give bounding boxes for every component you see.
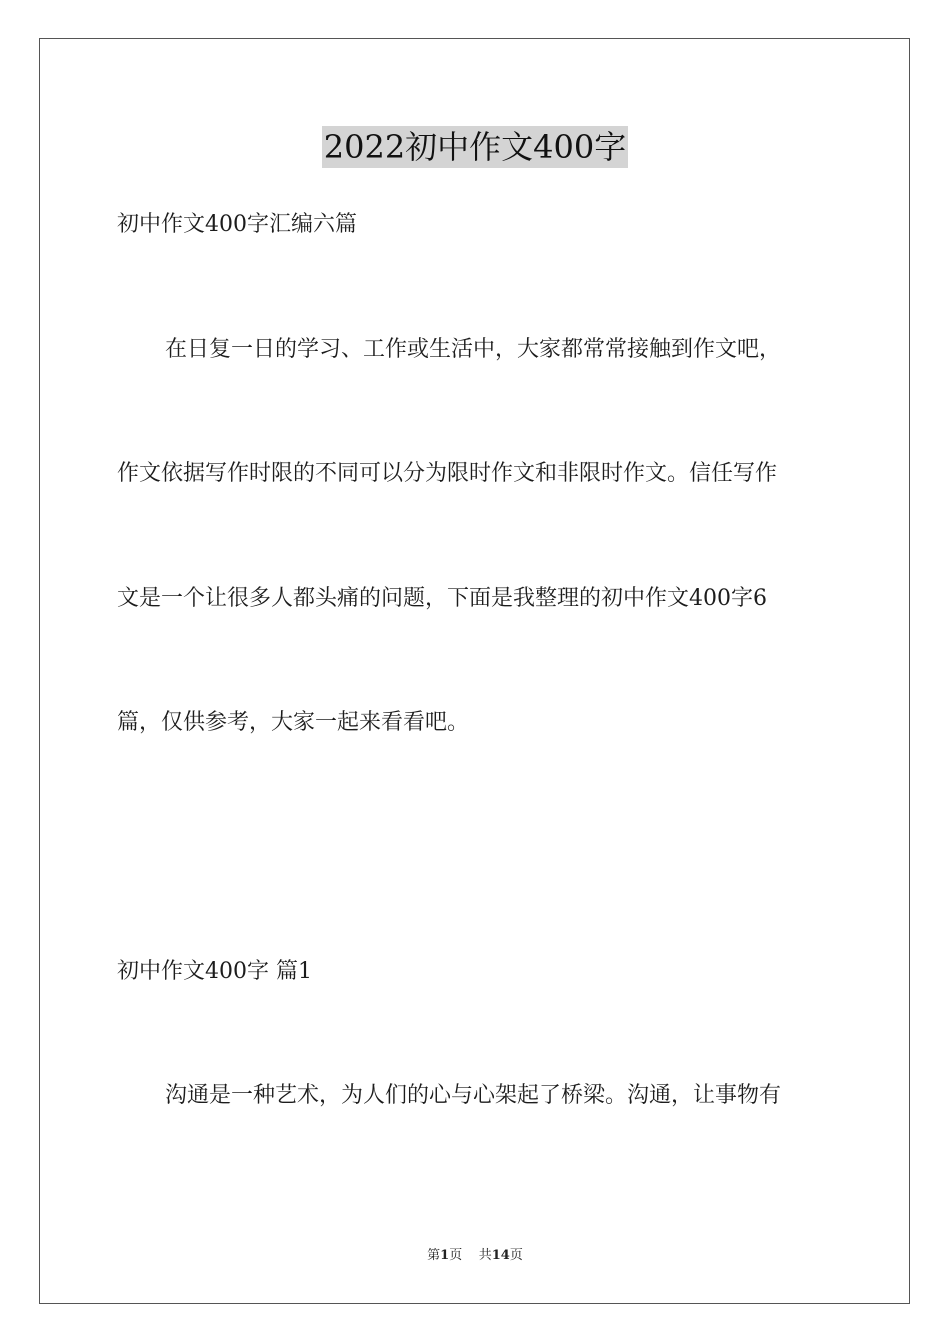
total-unit: 页	[509, 1248, 523, 1263]
title-wrapper	[0, 126, 950, 168]
intro-line-4: 篇，仅供参考，大家一起来看看吧。	[117, 710, 470, 735]
page-prefix: 第	[427, 1248, 441, 1263]
intro-line-1: 在日复一日的学习、工作或生活中，大家都常常接触到作文吧，	[165, 337, 782, 362]
page-footer	[0, 1247, 950, 1265]
page-total: 14	[491, 1248, 510, 1263]
intro-line-2: 作文依据写作时限的不同可以分为限时作文和非限时作文。信任写作	[117, 461, 778, 486]
document-title: 2022初中作文400字	[323, 128, 627, 166]
total-prefix: 共	[478, 1248, 492, 1263]
page-current: 1	[440, 1248, 450, 1263]
page-unit: 页	[449, 1248, 463, 1263]
intro-line-3: 文是一个让很多人都头痛的问题，下面是我整理的初中作文400字6	[117, 586, 767, 611]
document-subtitle: 初中作文400字汇编六篇	[117, 212, 357, 237]
section-heading: 初中作文400字 篇1	[117, 959, 312, 984]
section-paragraph-line: 沟通是一种艺术，为人们的心与心架起了桥梁。沟通，让事物有	[165, 1083, 782, 1108]
